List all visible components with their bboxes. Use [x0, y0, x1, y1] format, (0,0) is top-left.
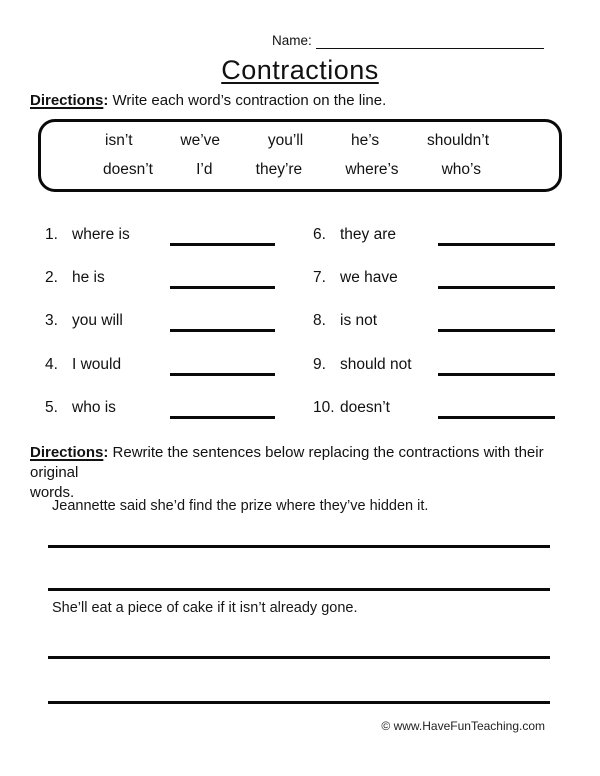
- item-term: who is: [72, 398, 116, 416]
- directions2-text-line1: Rewrite the sentences below replacing the contractions with their original: [30, 444, 544, 481]
- word-bank-word: who’s: [441, 160, 481, 178]
- sentence-1: Jeannette said she’d find the prize where they’ve hidden it.: [52, 498, 429, 514]
- item-term: should not: [340, 355, 412, 373]
- answer-blank-line: [170, 226, 275, 246]
- answer-blank-line: [170, 399, 275, 419]
- item-number: 5.: [45, 398, 58, 416]
- item-term: he is: [72, 269, 105, 287]
- directions-section2: [30, 443, 578, 503]
- item-term: where is: [72, 226, 130, 243]
- item-number: 3.: [45, 312, 58, 330]
- item-number: 4.: [45, 355, 58, 373]
- answer-blank-line: [170, 312, 275, 332]
- answer-blank-line: [438, 399, 555, 419]
- answer-blank-line: [438, 226, 555, 246]
- item-term: doesn’t: [340, 398, 390, 416]
- directions1-text: Write each word’s contraction on the line.: [108, 92, 387, 109]
- item-number: 2.: [45, 269, 58, 287]
- item-term: we have: [340, 269, 398, 287]
- list-item: [313, 226, 555, 269]
- directions-section1: [30, 91, 585, 111]
- directions2-text-line2: words.: [30, 484, 75, 501]
- item-term: you will: [72, 312, 123, 330]
- word-bank-word: doesn’t: [103, 160, 153, 178]
- word-bank-word: they’re: [255, 160, 303, 178]
- item-number: 7.: [313, 269, 326, 287]
- answer-blank-line: [170, 269, 275, 289]
- item-number: 8.: [313, 312, 326, 330]
- answer-rule-line: [48, 701, 550, 704]
- item-term: I would: [72, 355, 122, 373]
- item-term: they are: [340, 226, 397, 243]
- directions2-colon: :: [103, 444, 109, 461]
- directions1-colon: :: [103, 92, 109, 109]
- directions1-label: Directions: [30, 92, 104, 109]
- name-row: [272, 33, 544, 49]
- name-label: Name:: [272, 33, 312, 48]
- list-item: [45, 312, 275, 355]
- name-blank-line: [316, 33, 544, 49]
- word-bank-word: where’s: [345, 160, 399, 178]
- list-item: [313, 269, 555, 312]
- answer-rule-line: [48, 545, 550, 548]
- answer-blank-line: [170, 356, 275, 376]
- answer-blank-line: [438, 356, 555, 376]
- list-item: [313, 356, 555, 399]
- item-term: is not: [340, 312, 378, 330]
- word-bank-row-2: [41, 161, 559, 179]
- list-item: [313, 312, 555, 355]
- exercise-list: [45, 226, 555, 442]
- answer-rule-line: [48, 588, 550, 591]
- list-item: [45, 356, 275, 399]
- word-bank-row-1: [41, 132, 559, 150]
- directions2-label: Directions: [30, 444, 104, 461]
- word-bank-word: you’ll: [267, 132, 304, 150]
- word-bank-word: we’ve: [180, 132, 221, 150]
- list-item: [45, 226, 275, 269]
- answer-blank-line: [438, 269, 555, 289]
- word-bank-box: [38, 119, 562, 192]
- answer-blank-line: [438, 312, 555, 332]
- item-number: 6.: [313, 226, 326, 243]
- copyright-footer: © www.HaveFunTeaching.com: [381, 719, 545, 733]
- list-item: [45, 269, 275, 312]
- word-bank-word: isn’t: [105, 132, 133, 150]
- word-bank-word: I’d: [196, 160, 213, 178]
- sentence-2: She’ll eat a piece of cake if it isn’t already gone.: [52, 600, 358, 616]
- word-bank-word: he’s: [350, 132, 380, 150]
- answer-rule-line: [48, 656, 550, 659]
- page-title: Contractions: [221, 55, 379, 85]
- word-bank-word: shouldn’t: [426, 132, 489, 150]
- list-item: [313, 399, 555, 442]
- list-item: [45, 399, 275, 442]
- item-number: 9.: [313, 355, 326, 373]
- item-number: 1.: [45, 226, 58, 243]
- item-number: 10.: [313, 398, 335, 416]
